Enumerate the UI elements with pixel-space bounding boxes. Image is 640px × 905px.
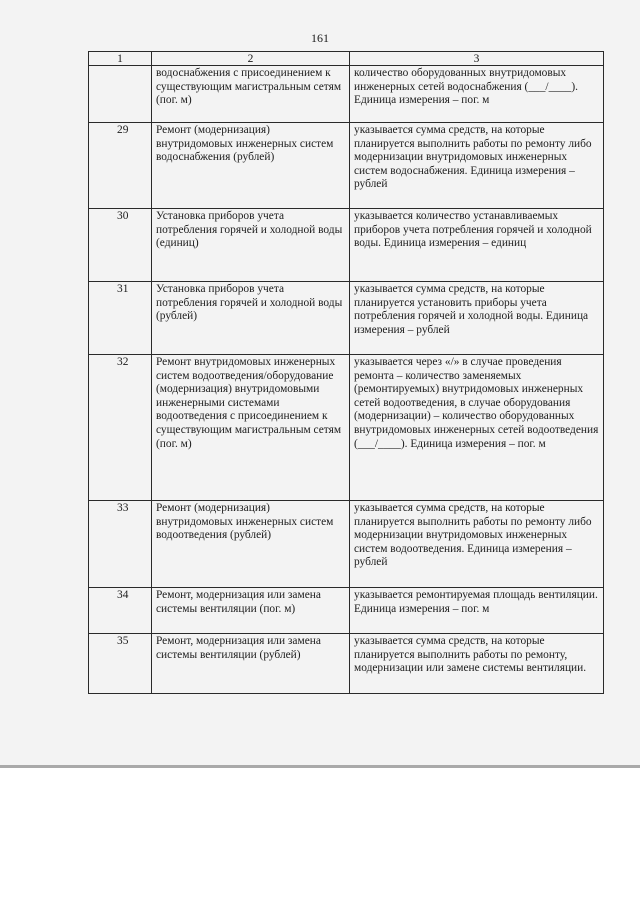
table-row <box>89 123 604 209</box>
row-description: количество оборудованных внутридомовых инженерных сетей водоснабжения (___/____). Единица измерения – пог. м <box>350 66 604 123</box>
row-number: 31 <box>89 282 152 355</box>
table-row <box>89 66 604 123</box>
row-name: Ремонт, модернизация или замена системы вентиляции (рублей) <box>152 634 350 694</box>
row-name: Ремонт внутридомовых инженерных систем водоотведения/оборудование (модернизация) внутридомовыми инженерными системами водоотведения с присоединением к существующим магистральным сетям (пог. м) <box>152 355 350 501</box>
table-row <box>89 501 604 588</box>
table-row <box>89 634 604 694</box>
table-header-row <box>89 52 604 66</box>
table-row <box>89 282 604 355</box>
row-description: указывается ремонтируемая площадь вентиляции. Единица измерения – пог. м <box>350 588 604 634</box>
page-number: 161 <box>311 31 329 45</box>
table-row <box>89 588 604 634</box>
document-table <box>88 51 604 694</box>
row-description: указывается количество устанавливаемых приборов учета потребления горячей и холодной воды. Единица измерения – единиц <box>350 209 604 282</box>
row-number: 35 <box>89 634 152 694</box>
row-number: 29 <box>89 123 152 209</box>
row-number: 30 <box>89 209 152 282</box>
row-name: Ремонт (модернизация) внутридомовых инженерных систем водоотведения (рублей) <box>152 501 350 588</box>
row-description: указывается через «/» в случае проведения ремонта – количество заменяемых (ремонтируемых) внутридомовых инженерных сетей водоотведения, в случае оборудования (модернизации) – количество оборудованных внутридомовых инженерных сетей водоотведения (___/____). Единица измерения – пог. м <box>350 355 604 501</box>
column-header-1: 1 <box>89 52 152 66</box>
row-number <box>89 66 152 123</box>
row-description: указывается сумма средств, на которые планируется выполнить работы по ремонту либо модернизации внутридомовых инженерных систем водоотведения. Единица измерения – рублей <box>350 501 604 588</box>
row-number: 34 <box>89 588 152 634</box>
table-row <box>89 209 604 282</box>
column-header-3: 3 <box>350 52 604 66</box>
row-name: Ремонт, модернизация или замена системы вентиляции (пог. м) <box>152 588 350 634</box>
table-row <box>89 355 604 501</box>
row-name: водоснабжения с присоединением к существующим магистральным сетям (пог. м) <box>152 66 350 123</box>
row-name: Установка приборов учета потребления горячей и холодной воды (единиц) <box>152 209 350 282</box>
row-description: указывается сумма средств, на которые планируется установить приборы учета потребления горячей и холодной воды. Единица измерения – рублей <box>350 282 604 355</box>
row-description: указывается сумма средств, на которые планируется выполнить работы по ремонту либо модернизации внутридомовых инженерных систем водоснабжения. Единица измерения – рублей <box>350 123 604 209</box>
row-number: 33 <box>89 501 152 588</box>
row-name: Ремонт (модернизация) внутридомовых инженерных систем водоснабжения (рублей) <box>152 123 350 209</box>
row-description: указывается сумма средств, на которые планируется выполнить работы по ремонту, модернизации или замене системы вентиляции. <box>350 634 604 694</box>
row-name: Установка приборов учета потребления горячей и холодной воды (рублей) <box>152 282 350 355</box>
row-number: 32 <box>89 355 152 501</box>
column-header-2: 2 <box>152 52 350 66</box>
